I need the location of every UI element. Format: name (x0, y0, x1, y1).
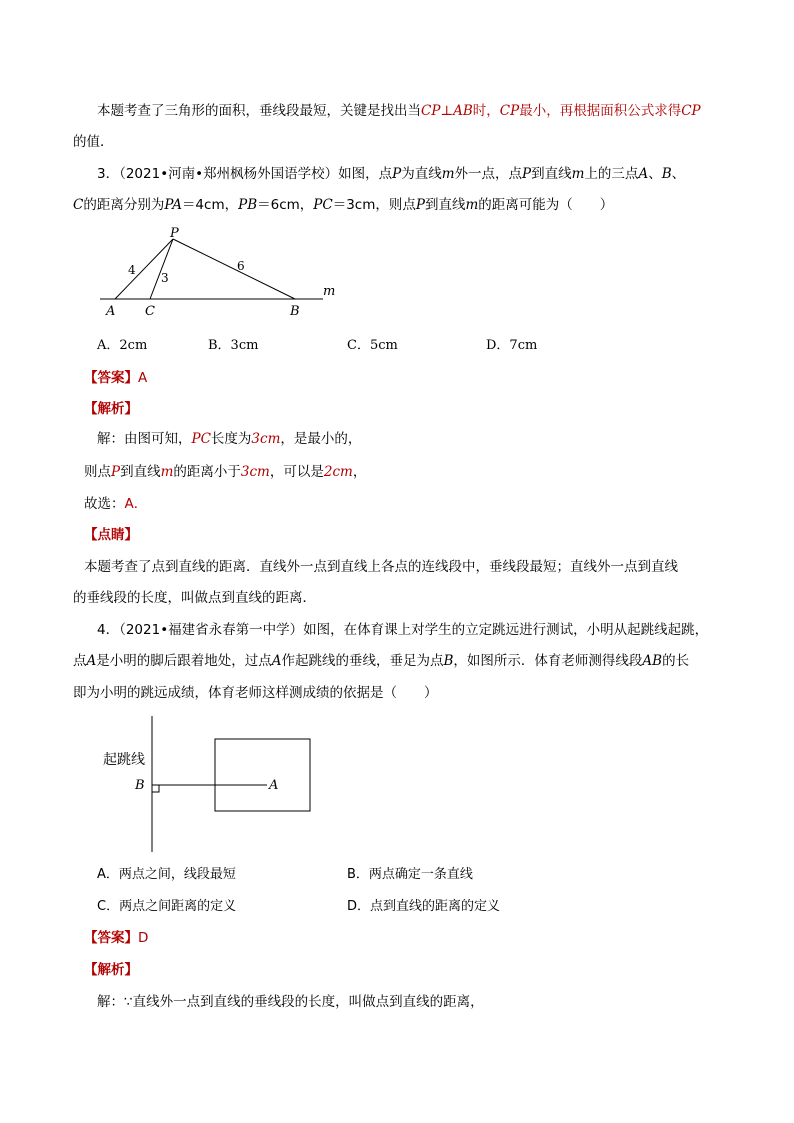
q3-stem-line-2: C的距离分别为PA＝4cm，PB＝6cm，PC＝3cm，则点P到直线m的距离可能为（ ） (73, 197, 614, 213)
q4-choice-a: A．两点之间，线段最短 (97, 867, 236, 882)
label-m: m (323, 284, 336, 299)
q3-solution-line-2: 则点P到直线m的距离小于3cm，可以是2cm， (84, 464, 367, 480)
q3-stem-line-1: 3．（2021•河南•郑州枫杨外国语学校）如图，点P为直线m外一点，点P到直线m上的三点A、B、 (97, 166, 686, 182)
q3-choice-c: C．5cm (347, 338, 398, 353)
label-a: A (106, 304, 116, 319)
q4-stem-line-2: 点A是小明的脚后跟着地处，过点A作起跳线的垂线，垂足为点B，如图所示．体育老师测得线段AB的长 (73, 653, 690, 669)
label-pb-length: 6 (237, 259, 245, 273)
q3-comment-line-2: 的垂线段的长度，叫做点到直线的距离． (73, 590, 316, 606)
q3-analysis-label: 【解析】 (84, 401, 138, 417)
q3-triangle-figure (95, 222, 345, 322)
q4-choice-d: D．点到直线的距离的定义 (347, 899, 501, 914)
q4-answer: 【答案】D (84, 930, 149, 946)
q3-answer: 【答案】A (84, 370, 148, 386)
segment-pc (150, 239, 173, 299)
intro-line-1: 本题考查了三角形的面积，垂线段最短，关键是找出当CP⊥AB时，CP最小，再根据面积公式求得CP (97, 103, 701, 119)
q3-solution-line-3: 故选：A． (84, 496, 148, 512)
q3-comment-line-1: 本题考查了点到直线的距离．直线外一点到直线上各点的连线段中，垂线段最短；直线外一点到直线 (84, 559, 678, 575)
segment-pa (115, 239, 173, 299)
q3-comment-label: 【点睛】 (84, 527, 138, 543)
label-start-line: 起跳线 (103, 752, 145, 768)
q4-analysis-label: 【解析】 (84, 962, 138, 978)
q3-choice-a: A．2cm (97, 338, 148, 353)
q4-solution-line-1: 解：∵直线外一点到直线的垂线段的长度，叫做点到直线的距离， (97, 994, 484, 1010)
intro-line-2: 的值． (73, 134, 114, 150)
label-c: C (145, 304, 155, 319)
label-b: B (135, 778, 145, 793)
q3-solution-line-1: 解：由图可知，PC长度为3cm，是最小的， (97, 431, 362, 447)
q3-choice-d: D．7cm (486, 338, 538, 353)
q4-choice-c: C．两点之间距离的定义 (97, 899, 237, 914)
landing-box (215, 739, 310, 811)
right-angle-mark (152, 785, 159, 792)
label-pa-length: 4 (128, 263, 136, 277)
q4-long-jump-figure (95, 712, 325, 857)
segment-pb (173, 239, 295, 299)
q3-choice-b: B．3cm (208, 338, 259, 353)
label-b: B (290, 304, 300, 319)
q4-stem-line-3: 即为小明的跳远成绩，体育老师这样测成绩的依据是（ ） (73, 685, 438, 701)
label-p: P (170, 226, 179, 241)
label-pc-length: 3 (161, 271, 169, 285)
cp-perp-ab: CP⊥AB (421, 103, 473, 119)
q4-choice-b: B．两点确定一条直线 (347, 867, 473, 882)
label-a: A (269, 778, 279, 793)
q4-stem-line-1: 4．（2021•福建省永春第一中学）如图，在体育课上对学生的立定跳远进行测试，小明从起跳线起跳， (97, 622, 709, 638)
